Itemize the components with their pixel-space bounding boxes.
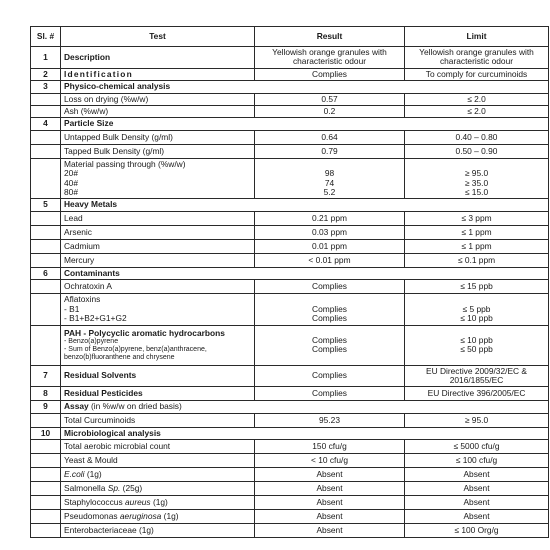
- row-sl: [31, 413, 61, 427]
- table-row: [31, 267, 549, 279]
- table-row: [31, 158, 549, 199]
- table-row: [31, 81, 549, 93]
- row-sl: 4: [31, 118, 61, 130]
- row-sl: 7: [31, 365, 61, 387]
- row-sl: [31, 93, 61, 105]
- row-result: Absent: [255, 510, 405, 524]
- row-sl: [31, 144, 61, 158]
- table-row: [31, 118, 549, 130]
- row-sl: [31, 253, 61, 267]
- row-test: Physico-chemical analysis: [61, 81, 549, 93]
- row-test: Ash (%w/w): [61, 106, 255, 118]
- row-sl: 3: [31, 81, 61, 93]
- row-test: [61, 510, 255, 524]
- row-sl: [31, 510, 61, 524]
- sieve-40-result: 74: [324, 177, 335, 188]
- row-test: Microbiological analysis: [61, 427, 549, 439]
- row-limit: ≤ 2.0: [405, 106, 549, 118]
- row-limit: ≥ 95.0: [405, 413, 549, 427]
- row-test: Heavy Metals: [61, 199, 549, 211]
- row-limit: [405, 294, 549, 325]
- table-row: [31, 510, 549, 524]
- row-test: Particle Size: [61, 118, 549, 130]
- organism-genus: Staphylococcus: [64, 496, 123, 507]
- row-limit: [405, 325, 549, 365]
- table-row: [31, 325, 549, 365]
- row-sl: 8: [31, 387, 61, 401]
- organism-species: Sp.: [107, 482, 121, 493]
- row-test: Total aerobic microbial count: [61, 440, 255, 454]
- header-limit: Limit: [405, 27, 549, 47]
- table-row: [31, 130, 549, 144]
- row-test: Untapped Bulk Density (g/ml): [61, 130, 255, 144]
- row-test: Total Curcuminoids: [61, 413, 255, 427]
- header-test: Test: [61, 27, 255, 47]
- row-limit: Absent: [405, 510, 549, 524]
- table-row: [31, 47, 549, 69]
- pah-sum-limit: ≤ 50 ppb: [460, 344, 493, 354]
- aflatoxins-heading: Aflatoxins: [64, 294, 101, 305]
- row-sl: [31, 158, 61, 199]
- row-limit: ≤ 3 ppm: [405, 211, 549, 225]
- row-sl: [31, 211, 61, 225]
- row-limit: ≤ 15 ppb: [405, 280, 549, 294]
- table-row: [31, 482, 549, 496]
- row-limit: 0.50 – 0.90: [405, 144, 549, 158]
- sieve-40-limit: ≥ 35.0: [464, 177, 489, 188]
- sieve-20-result: 98: [324, 168, 335, 179]
- row-limit: 0.40 – 0.80: [405, 130, 549, 144]
- row-sl: [31, 524, 61, 538]
- row-sl: [31, 130, 61, 144]
- row-test: Cadmium: [61, 239, 255, 253]
- row-test: [61, 401, 549, 413]
- row-test: [61, 294, 255, 325]
- row-limit: EU Directive 2009/32/EC & 2016/1855/EC: [405, 365, 549, 387]
- row-test: Tapped Bulk Density (g/ml): [61, 144, 255, 158]
- sieve-80-label: 80#: [64, 187, 78, 198]
- table-row: [31, 440, 549, 454]
- row-limit: Yellowish orange granules with characteristic odour: [405, 47, 549, 69]
- row-test: Contaminants: [61, 267, 549, 279]
- aflatoxin-total-limit: ≤ 10 ppb: [460, 313, 493, 324]
- assay-note: (in %w/w on dried basis): [91, 401, 182, 412]
- row-result: < 0.01 ppm: [255, 253, 405, 267]
- row-test: Loss on drying (%w/w): [61, 93, 255, 105]
- row-sl: [31, 454, 61, 468]
- table-row: [31, 68, 549, 80]
- row-result: 0.79: [255, 144, 405, 158]
- row-result: < 10 cfu/g: [255, 454, 405, 468]
- row-limit: ≤ 100 cfu/g: [405, 454, 549, 468]
- row-test: [61, 468, 255, 482]
- sample-size: (25g): [122, 482, 143, 493]
- row-result: [255, 158, 405, 199]
- row-result: Complies: [255, 280, 405, 294]
- header-sl: Sl. #: [31, 27, 61, 47]
- row-result: Absent: [255, 482, 405, 496]
- table-row: [31, 239, 549, 253]
- row-result: 95.23: [255, 413, 405, 427]
- table-row: [31, 454, 549, 468]
- table-row: [31, 496, 549, 510]
- row-limit: ≤ 5000 cfu/g: [405, 440, 549, 454]
- sieve-80-result: 5.2: [323, 187, 336, 198]
- row-result: 0.03 ppm: [255, 225, 405, 239]
- row-result: [255, 325, 405, 365]
- table-row: [31, 468, 549, 482]
- organism-species: aureus: [125, 496, 151, 507]
- row-test: Yeast & Mould: [61, 454, 255, 468]
- table-row: [31, 253, 549, 267]
- row-sl: 1: [31, 47, 61, 69]
- row-sl: [31, 239, 61, 253]
- table-row: [31, 365, 549, 387]
- row-result: 0.64: [255, 130, 405, 144]
- row-test: [61, 482, 255, 496]
- pah-sum-result: Complies: [312, 344, 347, 354]
- row-limit: ≤ 1 ppm: [405, 239, 549, 253]
- row-test: Residual Pesticides: [61, 387, 255, 401]
- row-test: Arsenic: [61, 225, 255, 239]
- row-sl: 5: [31, 199, 61, 211]
- sample-size: (1g): [86, 468, 102, 479]
- aflatoxin-b1-limit: ≤ 5 ppb: [462, 303, 491, 314]
- row-limit: Absent: [405, 496, 549, 510]
- table-row: [31, 280, 549, 294]
- row-result: 0.2: [255, 106, 405, 118]
- row-result: 150 cfu/g: [255, 440, 405, 454]
- row-result: Complies: [255, 68, 405, 80]
- organism-genus: Pseudomonas: [64, 510, 118, 521]
- row-test: Mercury: [61, 253, 255, 267]
- aflatoxin-b1-label: - B1: [64, 303, 80, 314]
- row-limit: To comply for curcuminoids: [405, 68, 549, 80]
- sieve-20-limit: ≥ 95.0: [464, 168, 489, 179]
- organism-species: aeruginosa: [119, 510, 162, 521]
- sieve-80-limit: ≤ 15.0: [464, 187, 489, 198]
- pah-bap-limit: ≤ 10 ppb: [460, 334, 493, 345]
- row-sl: 9: [31, 401, 61, 413]
- table-row: [31, 427, 549, 439]
- table-row: [31, 144, 549, 158]
- row-test-heading: Material passing through (%w/w): [64, 158, 186, 169]
- row-sl: 10: [31, 427, 61, 439]
- row-result: Yellowish orange granules with characteristic odour: [255, 47, 405, 69]
- row-sl: [31, 106, 61, 118]
- header-result: Result: [255, 27, 405, 47]
- table-row: [31, 401, 549, 413]
- row-sl: [31, 225, 61, 239]
- row-result: Complies: [255, 365, 405, 387]
- assay-heading: Assay: [64, 401, 89, 412]
- row-test: Enterobacteriaceae (1g): [61, 524, 255, 538]
- specification-table: [30, 26, 549, 538]
- row-limit: ≤ 0.1 ppm: [405, 253, 549, 267]
- aflatoxin-total-result: Complies: [312, 313, 347, 324]
- pah-bap-label: - Benzo(a)pyrene: [64, 337, 119, 345]
- row-result: 0.57: [255, 93, 405, 105]
- row-limit: [405, 158, 549, 199]
- row-sl: [31, 468, 61, 482]
- row-limit: ≤ 1 ppm: [405, 225, 549, 239]
- row-test: [61, 496, 255, 510]
- table-row: [31, 93, 549, 105]
- row-limit: EU Directive 396/2005/EC: [405, 387, 549, 401]
- row-test: [61, 158, 255, 199]
- table-row: [31, 387, 549, 401]
- row-test: Lead: [61, 211, 255, 225]
- row-sl: 6: [31, 267, 61, 279]
- pah-heading: PAH - Polycyclic aromatic hydrocarbons: [64, 327, 225, 338]
- row-sl: [31, 496, 61, 510]
- table-row: [31, 106, 549, 118]
- row-result: Absent: [255, 468, 405, 482]
- row-result: Complies: [255, 387, 405, 401]
- table-row: [31, 211, 549, 225]
- table-row: [31, 413, 549, 427]
- sieve-20-label: 20#: [64, 168, 78, 179]
- table-row: [31, 294, 549, 325]
- row-result: 0.21 ppm: [255, 211, 405, 225]
- row-result: [255, 294, 405, 325]
- sample-size: (1g): [163, 510, 179, 521]
- row-test: Ochratoxin A: [61, 280, 255, 294]
- organism-genus: Salmonella: [64, 482, 106, 493]
- pah-bap-result: Complies: [312, 334, 347, 345]
- row-sl: [31, 280, 61, 294]
- sample-size: (1g): [152, 496, 168, 507]
- row-limit: Absent: [405, 468, 549, 482]
- row-sl: [31, 482, 61, 496]
- table-row: [31, 225, 549, 239]
- pah-sum-label: - Sum of Benzo(a)pyrene, benz(a)anthracene,: [64, 345, 207, 353]
- row-sl: 2: [31, 68, 61, 80]
- row-test: Residual Solvents: [61, 365, 255, 387]
- row-result: Absent: [255, 524, 405, 538]
- row-limit: Absent: [405, 482, 549, 496]
- row-test: [61, 325, 255, 365]
- row-limit: ≤ 2.0: [405, 93, 549, 105]
- row-result: 0.01 ppm: [255, 239, 405, 253]
- row-limit: ≤ 100 Org/g: [405, 524, 549, 538]
- aflatoxin-total-label: - B1+B2+G1+G2: [64, 313, 127, 324]
- sieve-40-label: 40#: [64, 177, 78, 188]
- row-sl: [31, 440, 61, 454]
- aflatoxin-b1-result: Complies: [312, 303, 347, 314]
- table-header-row: [31, 27, 549, 47]
- row-result: Absent: [255, 496, 405, 510]
- pah-sum-label-cont: benzo(b)fluoranthene and chrysene: [64, 353, 175, 361]
- organism-name: E.coli: [64, 468, 85, 479]
- row-sl: [31, 294, 61, 325]
- row-sl: [31, 325, 61, 365]
- table-row: [31, 524, 549, 538]
- row-test: Description: [61, 47, 255, 69]
- row-test: Identification: [61, 68, 255, 80]
- table-row: [31, 199, 549, 211]
